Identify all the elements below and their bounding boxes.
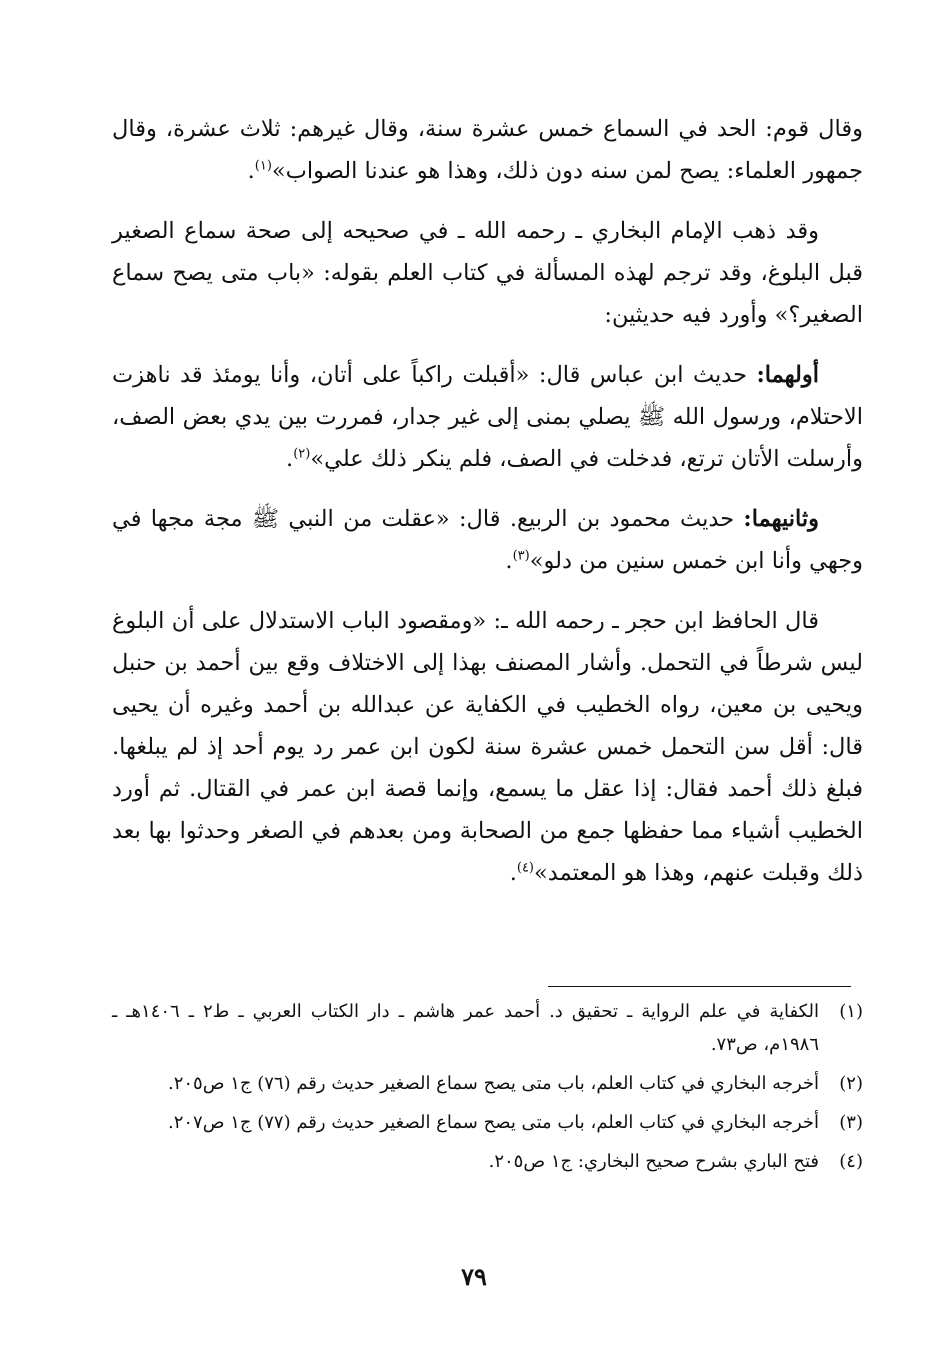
main-text xyxy=(112,108,863,912)
footnote-separator xyxy=(548,986,851,987)
footnote-text: الكفاية في علم الرواية ـ تحقيق د. أحمد عمر هاشم ـ دار الكتاب العربي ـ ط٢ ـ ١٤٠٦هـ ـ ١٩٨٦م، ص٧٣. xyxy=(112,1001,819,1055)
paragraph-lead: أولهما: xyxy=(756,362,819,388)
footnote-4 xyxy=(112,1145,863,1178)
paragraph-text: وقال قوم: الحد في السماع خمس عشرة سنة، وقال غيرهم: ثلاث عشرة، وقال جمهور العلماء: يصح لمن سنه دون ذلك، وهذا هو عندنا الصواب» xyxy=(112,116,863,184)
footnote-ref: (٤) xyxy=(516,860,534,876)
footnote-3 xyxy=(112,1106,863,1139)
footnote-number: (٣) xyxy=(839,1112,863,1133)
footnote-number: (١) xyxy=(839,1001,863,1022)
footnote-ref: (٢) xyxy=(293,446,311,462)
paragraph-text: قال الحافظ ابن حجر ـ رحمه الله ـ: «ومقصود الباب الاستدلال على أن البلوغ ليس شرطاً في التحمل. وأشار المصنف بهذا إلى الاختلاف وقع بين أحمد بن حنبل ويحيى بن معين، رواه الخطيب في الكفاية عن عبدالله بن أحمد وغيره أن يحيى قال: أقل سن التحمل خمس عشرة سنة لكون ابن عمر رد يوم أحد إذ لم يبلغها. فبلغ ذلك أحمد فقال: إذا عقل ما يسمع، وإنما قصة ابن عمر في القتال. ثم أورد الخطيب أشياء مما حفظها جمع من الصحابة ومن بعدهم في الصغر وحدثوا بها بعد ذلك وقبلت عنهم، وهذا هو المعتمد» xyxy=(112,608,863,886)
footnote-ref: (١) xyxy=(254,158,272,174)
footnote-text: أخرجه البخاري في كتاب العلم، باب متى يصح سماع الصغير حديث رقم (٧٧) ج١ ص٢٠٧. xyxy=(167,1112,819,1133)
paragraph-2 xyxy=(112,210,863,336)
paragraph-text: حديث ابن عباس قال: «أقبلت راكباً على أتان، وأنا يومئذ قد ناهزت الاحتلام، ورسول الله ﷺ يصلي بمنى إلى غير جدار، فمررت بين يدي بعض الصف، وأرسلت الأتان ترتع، فدخلت في الصف، فلم ينكر ذلك علي» xyxy=(112,362,863,472)
sentence-end: . xyxy=(505,548,513,574)
footnotes xyxy=(112,995,863,1184)
footnote-1 xyxy=(112,995,863,1061)
footnote-number: (٢) xyxy=(839,1073,863,1094)
paragraph-1 xyxy=(112,108,863,192)
footnote-ref: (٣) xyxy=(512,548,530,564)
paragraph-text: حديث محمود بن الربيع. قال: «عقلت من النبي ﷺ مجة مجها في وجهي وأنا ابن خمس سنين من دلو» xyxy=(112,506,863,574)
sentence-end: . xyxy=(247,158,255,184)
page-number: ٧٩ xyxy=(461,1262,487,1291)
sentence-end: . xyxy=(509,860,517,886)
paragraph-text: وقد ذهب الإمام البخاري ـ رحمه الله ـ في صحيحه إلى صحة سماع الصغير قبل البلوغ، وقد ترجم لهذه المسألة في كتاب العلم بقوله: «باب متى يصح سماع الصغير؟» وأورد فيه حديثين: xyxy=(112,218,863,328)
paragraph-4 xyxy=(112,498,863,582)
paragraph-3 xyxy=(112,354,863,480)
sentence-end: . xyxy=(286,446,294,472)
footnote-number: (٤) xyxy=(839,1151,863,1172)
footnote-text: أخرجه البخاري في كتاب العلم، باب متى يصح سماع الصغير حديث رقم (٧٦) ج١ ص٢٠٥. xyxy=(167,1073,819,1094)
footnote-2 xyxy=(112,1067,863,1100)
paragraph-5 xyxy=(112,600,863,894)
footnote-text: فتح الباري بشرح صحيح البخاري: ج١ ص٢٠٥. xyxy=(488,1151,819,1172)
paragraph-lead: وثانيهما: xyxy=(743,506,819,532)
